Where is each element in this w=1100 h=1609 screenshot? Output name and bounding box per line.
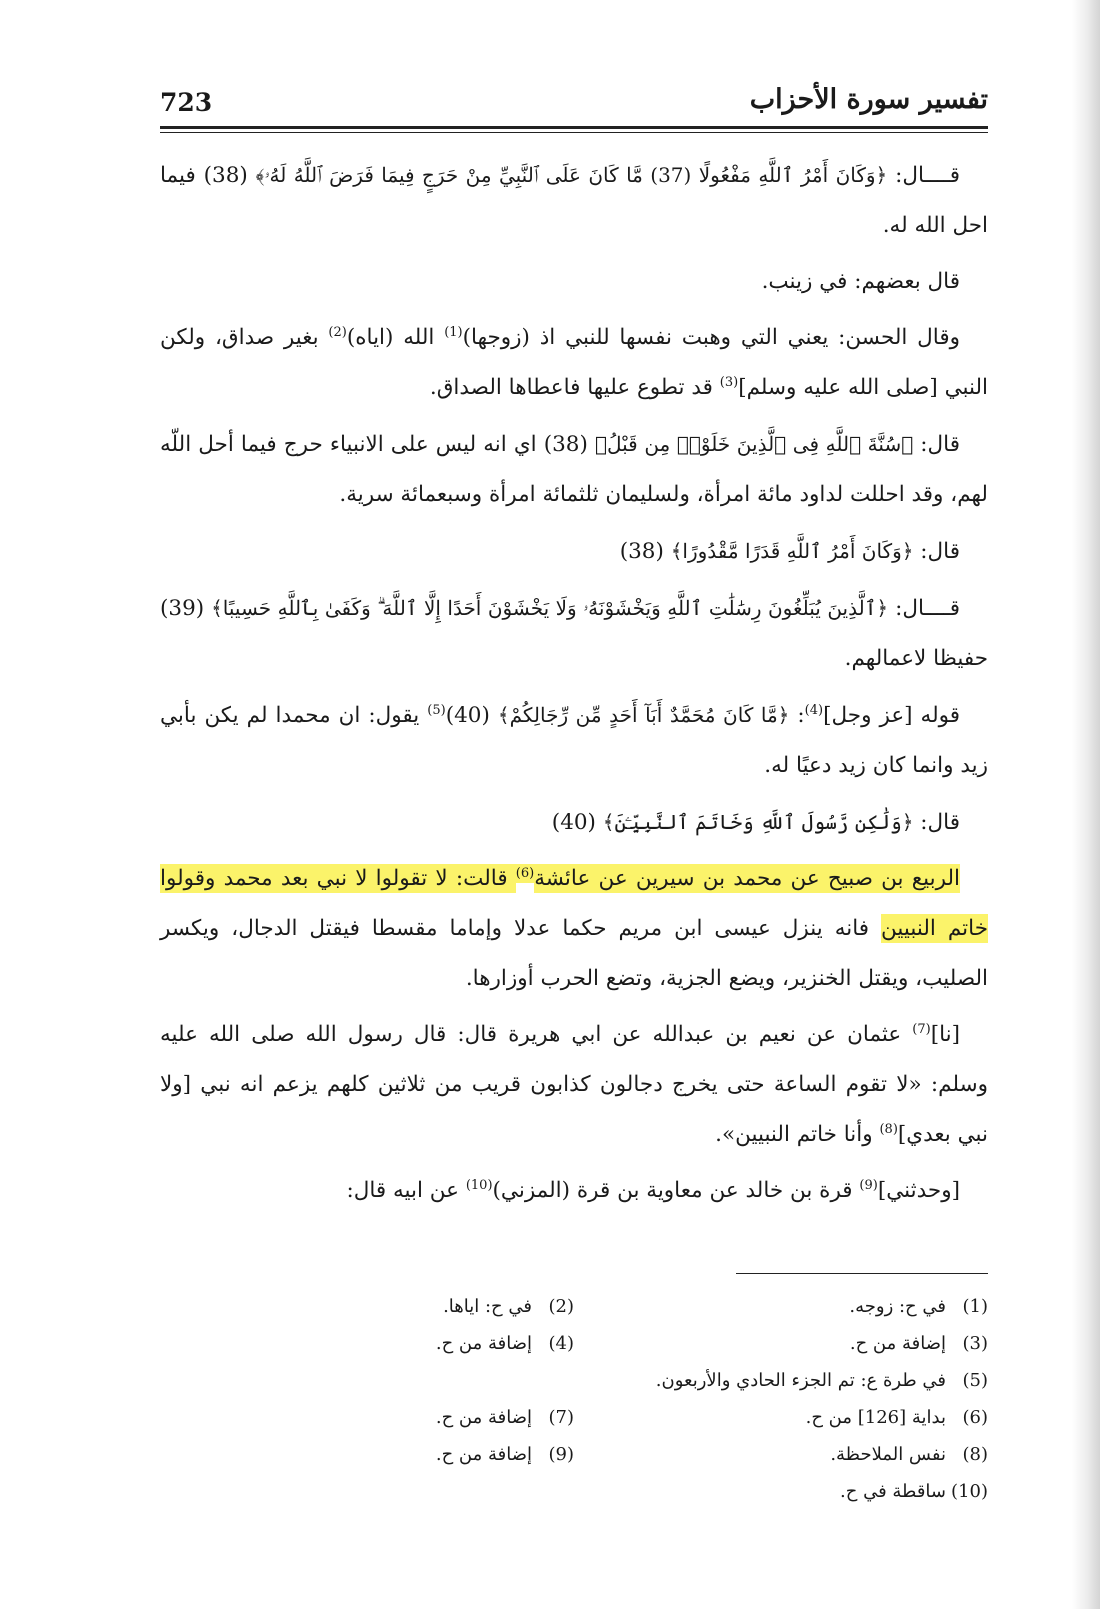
quran-verse: ﴿وَلَٰكِن رَّسُولَ ٱللَّهِ وَخَاتَمَ ٱلنَّبِيِّـۧنَ﴾ bbox=[602, 810, 914, 834]
footnote-item: (8)نفس الملاحظة. bbox=[830, 1444, 988, 1465]
footnote-ref: (1) bbox=[444, 324, 463, 340]
footnote-item: (10)ساقطة في ح. bbox=[840, 1481, 988, 1502]
footnote-item: (3)إضافة من ح. bbox=[849, 1333, 988, 1354]
highlighted-text: الربيع بن صبيح عن محمد بن سيرين عن عائشة bbox=[534, 866, 960, 891]
paragraph-1: قــــال: ﴿وَكَانَ أَمْرُ ٱللَّهِ مَفْعُولًا (37) مَّا كَانَ عَلَى ٱلنَّبِيِّ مِنْ حَرَجٍ فِيمَا فَرَضَ ٱللَّهُ لَهُۥ﴾ (38) فيما احل الله له. bbox=[160, 163, 988, 238]
footnote-ref: (4) bbox=[804, 702, 824, 718]
main-text bbox=[160, 150, 988, 1222]
footnote-item: (4)إضافة من ح. bbox=[435, 1333, 574, 1354]
running-title: تفسير سورة الأحزاب bbox=[749, 84, 988, 115]
footnote-item: (6)بداية [126] من ح. bbox=[805, 1407, 988, 1428]
page-edge-shadow bbox=[1072, 0, 1100, 1609]
paragraph-3: وقال الحسن: يعني التي وهبت نفسها للنبي اذ (زوجها)$^{(1)}$ الله (اياه)$^{(2)}$ بغير صداق، ولكن النبي [صلى الله عليه وسلم]$^{(3)}$ قد تطوع عليها فاعطاها الصداق. bbox=[160, 324, 988, 400]
footnote-separator bbox=[736, 1273, 988, 1274]
footnote-ref: (10) bbox=[465, 1177, 493, 1193]
footnote-item: (7)إضافة من ح. bbox=[435, 1407, 574, 1428]
quran-verse: ﴿ٱلَّذِينَ يُبَلِّغُونَ رِسَٰلَٰتِ ٱللَّهِ وَيَخْشَوْنَهُۥ وَلَا يَخْشَوْنَ أَحَدًا إِلَّا ٱللَّهَ ۗ وَكَفَىٰ بِٱللَّهِ حَسِيبًا﴾ bbox=[211, 596, 889, 620]
footnote-ref: (8) bbox=[879, 1121, 898, 1137]
highlighted-text: قالت: لا تقولوا لا نبي بعد محمد وقولوا خاتم النبيين bbox=[160, 866, 988, 941]
footnote-item: (5)في طرة ع: تم الجزء الحادي والأربعون. bbox=[655, 1370, 988, 1391]
quran-verse: ﴿وَكَانَ أَمْرُ ٱللَّهِ قَدَرًا مَّقْدُورًا﴾ bbox=[670, 539, 914, 563]
paragraph-4: قال: ﴿سُنَّةَ ٱللَّهِ فِى ٱلَّذِينَ خَلَوْا۟ مِن قَبْلُ﴾ (38) اي انه ليس على الانبياء حرج فيما أحل اللّه لهم، وقد احللت لداود مائة امرأة، ولسليمان ثلثمائة امرأة وسبعمائة سرية. bbox=[160, 432, 988, 507]
paragraph-2: قال بعضهم: في زينب. bbox=[761, 269, 960, 294]
paragraph-11: [وحدثني]$^{(9)}$ قرة بن خالد عن معاوية بن قرة (المزني)$^{(10)}$ عن ابيه قال: bbox=[346, 1177, 960, 1203]
quran-verse: ﴿وَكَانَ أَمْرُ ٱللَّهِ مَفْعُولًا (37) مَّا كَانَ عَلَى ٱلنَّبِيِّ مِنْ حَرَجٍ فِيمَا فَرَضَ ٱللَّهُ لَهُۥ﴾ bbox=[255, 163, 888, 187]
paragraph-6: قــــال: ﴿ٱلَّذِينَ يُبَلِّغُونَ رِسَٰلَٰتِ ٱللَّهِ وَيَخْشَوْنَهُۥ وَلَا يَخْشَوْنَ أَحَدًا إِلَّا ٱللَّهَ ۗ وَكَفَىٰ بِٱللَّهِ حَسِيبًا﴾ (39) حفيظا لاعمالهم. bbox=[160, 596, 988, 671]
quran-verse: ﴿مَّا كَانَ مُحَمَّدٌ أَبَآ أَحَدٍ مِّن رِّجَالِكُمْ﴾ bbox=[497, 703, 790, 727]
footnote-item: (1)في ح: زوجه. bbox=[849, 1296, 988, 1317]
footnotes bbox=[160, 1288, 988, 1510]
paragraph-9: الربيع بن صبيح عن محمد بن سيرين عن عائشة$^{(6)}$ قالت: لا تقولوا لا نبي بعد محمد وقولوا خاتم النبيين فانه ينزل عيسى ابن مريم حكما عدلا وإماما مقسطا فيقتل الدجال، ويكسر الصليب، ويقتل الخنزير، ويضع الجزية، وتضع الحرب أوزارها. bbox=[160, 865, 988, 991]
paragraph-8: قال: ﴿وَلَٰكِن رَّسُولَ ٱللَّهِ وَخَاتَمَ ٱلنَّبِيِّـۧنَ﴾ (40) bbox=[551, 810, 960, 835]
quran-verse: ﴿سُنَّةَ ٱللَّهِ فِى ٱلَّذِينَ خَلَوْا۟ مِن قَبْلُ﴾ bbox=[594, 432, 914, 456]
footnote-ref: (6) bbox=[515, 865, 535, 881]
footnote-item: (2)في ح: اياها. bbox=[443, 1296, 574, 1317]
footnote-ref: (2) bbox=[328, 324, 347, 340]
footnote-ref: (5) bbox=[427, 702, 446, 718]
paragraph-7: قوله [عز وجل]$^{(4)}$: ﴿مَّا كَانَ مُحَمَّدٌ أَبَآ أَحَدٍ مِّن رِّجَالِكُمْ﴾ $(40)^{(5)}$ يقول: ان محمدا لم يكن بأبي زيد وانما كان زيد دعيًا له. bbox=[160, 702, 988, 778]
page-header bbox=[160, 84, 988, 128]
footnote-ref: (3) bbox=[719, 374, 739, 390]
paragraph-10: [نا]$^{(7)}$ عثمان عن نعيم بن عبدالله عن ابي هريرة قال: قال رسول الله صلى الله عليه وسلم: «لا تقوم الساعة حتى يخرج دجالون كذابون قريب من ثلاثين كلهم يزعم انه نبي [ولا نبي بعدي]$^{(8)}$ وأنا خاتم النبيين». bbox=[160, 1021, 988, 1147]
footnote-item: (9)إضافة من ح. bbox=[435, 1444, 574, 1465]
footnote-ref: (9) bbox=[859, 1177, 878, 1193]
header-rule-thick bbox=[160, 126, 988, 129]
paragraph-5: قال: ﴿وَكَانَ أَمْرُ ٱللَّهِ قَدَرًا مَّقْدُورًا﴾ (38) bbox=[619, 539, 960, 564]
page-number: 723 bbox=[160, 88, 213, 117]
header-rule-thin bbox=[160, 132, 988, 133]
footnote-ref: (7) bbox=[912, 1021, 931, 1037]
